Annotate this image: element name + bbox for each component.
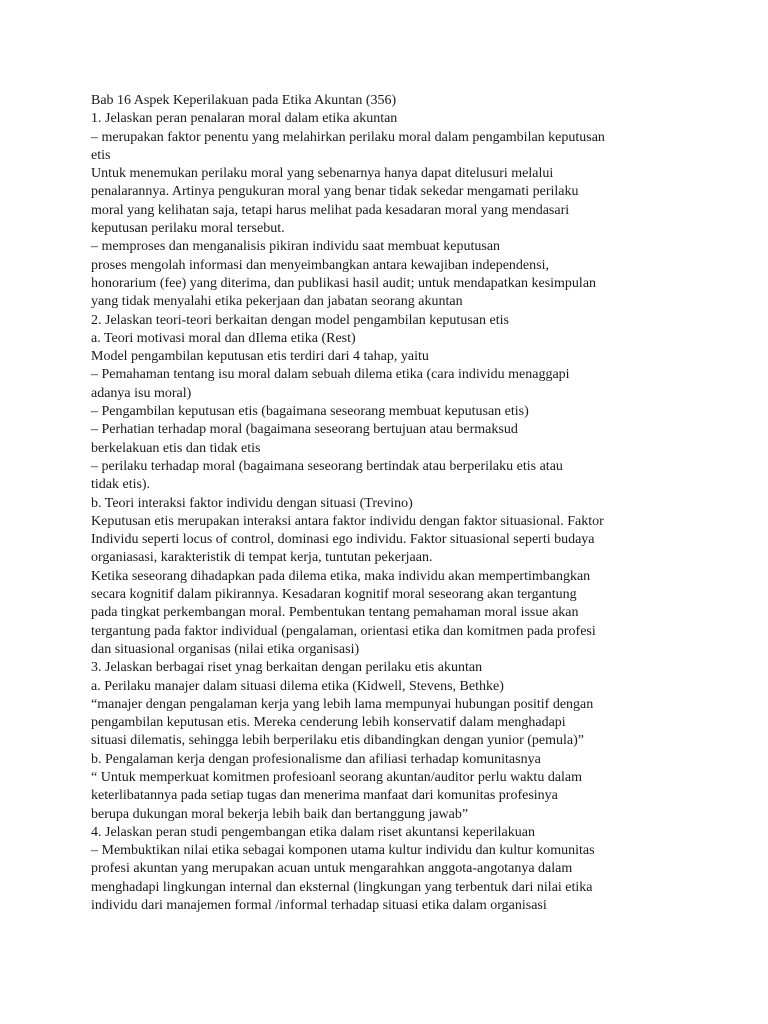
question-4: 4. Jelaskan peran studi pengembangan etika dalam riset akuntansi keperilakuan xyxy=(91,824,535,840)
text-line: tidak etis). xyxy=(91,477,151,493)
text-line: organiasasi, karakteristik di tempat kerja, tuntutan pekerjaan. xyxy=(91,550,433,566)
text-line: – Perhatian terhadap moral (bagaimana seseorang bertujuan atau bermaksud xyxy=(91,422,518,438)
text-line: profesi akuntan yang merupakan acuan untuk mengarahkan anggota-angotanya dalam xyxy=(91,861,573,877)
subheading: b. Teori interaksi faktor individu dengan situasi (Trevino) xyxy=(91,495,413,511)
subheading: b. Pengalaman kerja dengan profesionalisme dan afiliasi terhadap komunitasnya xyxy=(91,751,541,767)
text-line: situasi dilematis, sehingga lebih berperilaku etis dibandingkan dengan yunior (pemula)” xyxy=(91,733,584,749)
text-line: Untuk menemukan perilaku moral yang sebenarnya hanya dapat ditelusuri melalui xyxy=(91,166,554,182)
text-line: dan situasional organisas (nilai etika organisasi) xyxy=(91,641,360,657)
text-line: – Membuktikan nilai etika sebagai komponen utama kultur individu dan kultur komunitas xyxy=(91,843,595,859)
text-line: keputusan perilaku moral tersebut. xyxy=(91,221,285,237)
question-2: 2. Jelaskan teori-teori berkaitan dengan model pengambilan keputusan etis xyxy=(91,312,509,328)
text-line: adanya isu moral) xyxy=(91,385,192,401)
question-1: 1. Jelaskan peran penalaran moral dalam etika akuntan xyxy=(91,111,398,127)
question-3: 3. Jelaskan berbagai riset ynag berkaitan dengan perilaku etis akuntan xyxy=(91,660,483,676)
text-line: pada tingkat perkembangan moral. Pembentukan tentang pemahaman moral issue akan xyxy=(91,605,579,621)
text-line: – memproses dan menganalisis pikiran individu saat membuat keputusan xyxy=(91,239,501,255)
text-line: yang tidak menyalahi etika pekerjaan dan jabatan seorang akuntan xyxy=(91,294,463,310)
text-line: penalarannya. Artinya pengukuran moral yang benar tidak sekedar mengamati perilaku xyxy=(91,184,579,200)
text-line: Ketika seseorang dihadapkan pada dilema etika, maka individu akan mempertimbangkan xyxy=(91,568,591,584)
text-line: individu dari manajemen formal /informal terhadap situasi etika dalam organisasi xyxy=(91,898,547,914)
text-line: proses mengolah informasi dan menyeimbangkan antara kewajiban independensi, xyxy=(91,257,549,273)
document-title: Bab 16 Aspek Keperilakuan pada Etika Akuntan (356) xyxy=(91,93,397,108)
text-line: pengambilan keputusan etis. Mereka cenderung lebih konservatif dalam menghadapi xyxy=(91,715,566,731)
text-line: “manajer dengan pengalaman kerja yang lebih lama mempunyai hubungan positif dengan xyxy=(91,696,594,712)
text-line: Keputusan etis merupakan interaksi antara faktor individu dengan faktor situasional. Faktor xyxy=(91,513,604,529)
text-line: berupa dukungan moral bekerja lebih baik dan bertanggung jawab” xyxy=(91,806,469,822)
text-line: keterlibatannya pada setiap tugas dan menerima manfaat dari komunitas profesinya xyxy=(91,788,558,804)
text-line: honorarium (fee) yang diterima, dan publikasi hasil audit; untuk mendapatkan kesimpulan xyxy=(91,275,597,291)
text-line: – Pemahaman tentang isu moral dalam sebuah dilema etika (cara individu menaggapi xyxy=(91,367,570,383)
text-line: “ Untuk memperkuat komitmen profesioanl seorang akuntan/auditor perlu waktu dalam xyxy=(91,769,583,785)
text-line: – Pengambilan keputusan etis (bagaimana seseorang membuat keputusan etis) xyxy=(91,404,529,420)
text-line: – perilaku terhadap moral (bagaimana seseorang bertindak atau berperilaku etis atau xyxy=(91,458,563,474)
text-line: secara kognitif dalam pikirannya. Kesadaran kognitif moral seseorang akan tergantung xyxy=(91,587,577,603)
document-page xyxy=(91,92,691,915)
text-line: tergantung pada faktor individual (pengalaman, orientasi etika dan komitmen pada profesi xyxy=(91,623,596,639)
text-line: moral yang kelihatan saja, tetapi harus melihat pada kesadaran moral yang mendasari xyxy=(91,202,570,218)
subheading: a. Perilaku manajer dalam situasi dilema etika (Kidwell, Stevens, Bethke) xyxy=(91,678,504,694)
text-line: Individu seperti locus of control, dominasi ego individu. Faktor situasional seperti budaya xyxy=(91,532,595,548)
text-line: – merupakan faktor penentu yang melahirkan perilaku moral dalam pengambilan keputusan xyxy=(91,129,605,145)
text-line: menghadapi lingkungan internal dan eksternal (lingkungan yang terbentuk dari nilai etika xyxy=(91,879,593,895)
text-line: Model pengambilan keputusan etis terdiri dari 4 tahap, yaitu xyxy=(91,349,429,365)
text-line: etis xyxy=(91,147,111,163)
text-line: berkelakuan etis dan tidak etis xyxy=(91,440,261,456)
subheading: a. Teori motivasi moral dan dIlema etika (Rest) xyxy=(91,330,356,346)
